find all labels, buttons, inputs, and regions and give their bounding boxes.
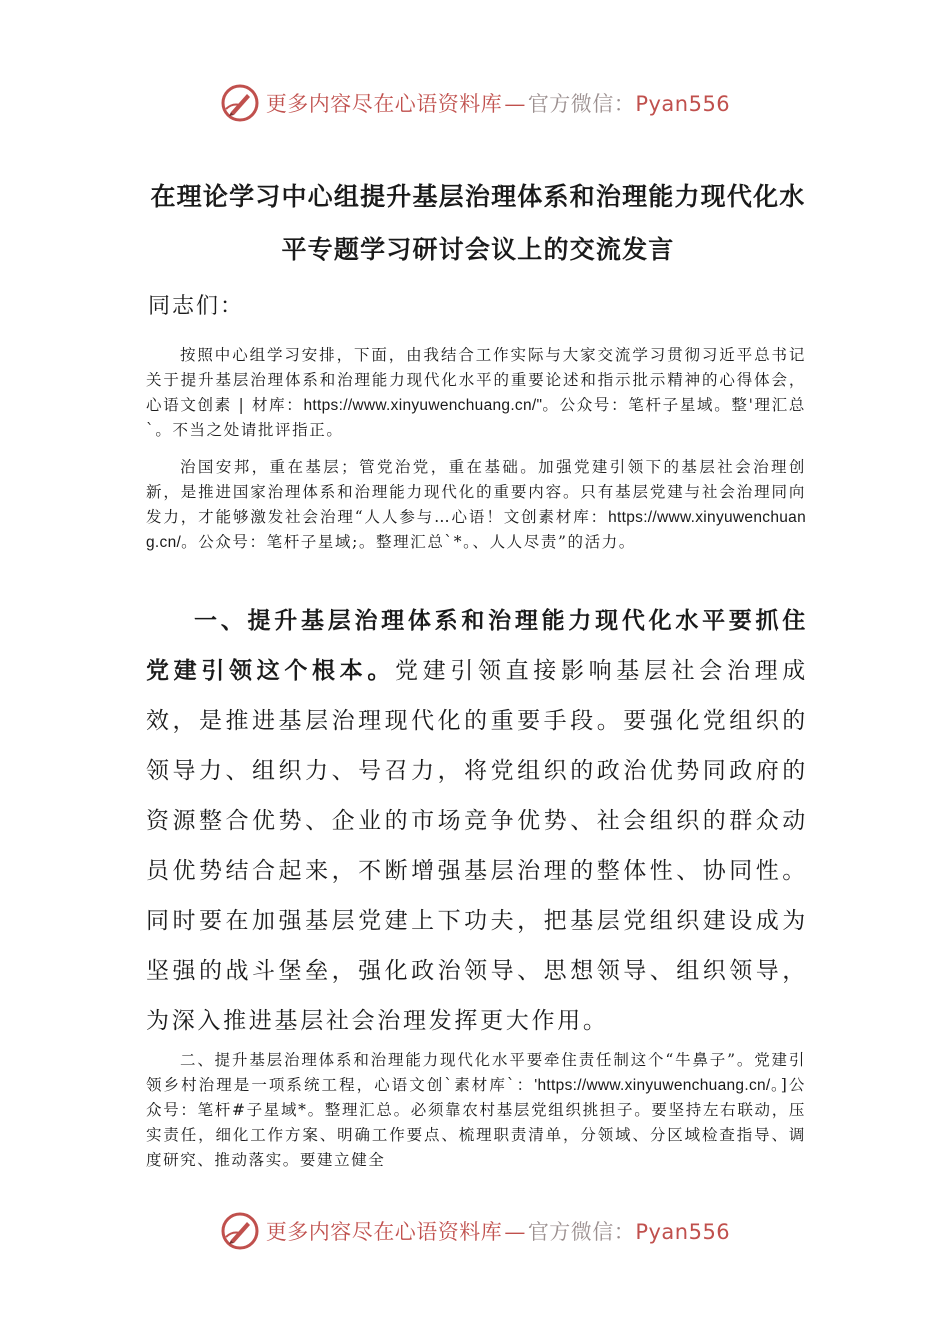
title-line-2: 平专题学习研讨会议上的交流发言 bbox=[281, 235, 675, 264]
banner-text: 更多内容尽在心语资料库—官方微信：Pyan556 bbox=[265, 92, 731, 116]
footer-banner bbox=[0, 1208, 950, 1254]
greeting: 同志们： bbox=[148, 294, 245, 319]
banner-text: 更多内容尽在心语资料库—官方微信：Pyan556 bbox=[265, 1220, 731, 1244]
paragraph-section-1: 一、提升基层治理体系和治理能力现代化水平要抓住党建引领这个根本。党建引领直接影响基层社会治理成效，是推进基层治理现代化的重要手段。要强化党组织的领导力、组织力、号召力，将党组织的政治优势同政府的资源整合优势、企业的市场竞争优势、社会组织的群众动员优势结合起来，不断增强基层治理的整体性、协同性。同时要在加强基层党建上下功夫，把基层党组织建设成为坚强的战斗堡垒，强化政治领导、思想领导、组织领导，为深入推进基层社会治理发挥更大作用。 bbox=[146, 607, 808, 1034]
title-line-1: 在理论学习中心组提升基层治理体系和治理能力现代化水 bbox=[150, 182, 806, 211]
pen-logo-icon bbox=[220, 83, 260, 123]
pen-logo-icon bbox=[220, 1211, 260, 1251]
paragraph-context: 治国安邦，重在基层；管党治党，重在基础。加强党建引领下的基层社会治理创新，是推进国家治理体系和治理能力现代化的重要内容。只有基层党建与社会治理同向发力，才能够激发社会治理“人人参与…心语！文创素材库：https://www.xinyuwenchuang.cn/。公众号：笔杆子星域;。整理汇总`*。、人人尽责”的活力。 bbox=[146, 458, 806, 551]
section-1-heading: 一、提升基层治理体系和治理能力现代化水平要抓住党建引领这个根本。 bbox=[146, 607, 808, 684]
paragraph-intro: 按照中心组学习安排，下面，由我结合工作实际与大家交流学习贯彻习近平总书记关于提升基层治理体系和治理能力现代化水平的重要论述和指示批示精神的心得体会，心语文创素 | 材库：https://www.xinyuwenchuang.cn/"。公众号：笔杆子星域。整'理汇总`。不当之处请批评指正。 bbox=[146, 346, 806, 439]
paragraph-section-2: 二、提升基层治理体系和治理能力现代化水平要牵住责任制这个“牛鼻子”。党建引领乡村治理是一项系统工程，心语文创`素材库`：'https://www.xinyuwenchuang.cn/。]公众号：笔杆#子星域*。整理汇总。必须靠农村基层党组织挑担子。要坚持左右联动，压实责任，细化工作方案、明确工作要点、梳理职责清单，分领域、分区域检查指导、调度研究、推动落实。要建立健全 bbox=[146, 1051, 806, 1169]
document-title bbox=[148, 170, 808, 276]
header-banner bbox=[0, 80, 950, 126]
